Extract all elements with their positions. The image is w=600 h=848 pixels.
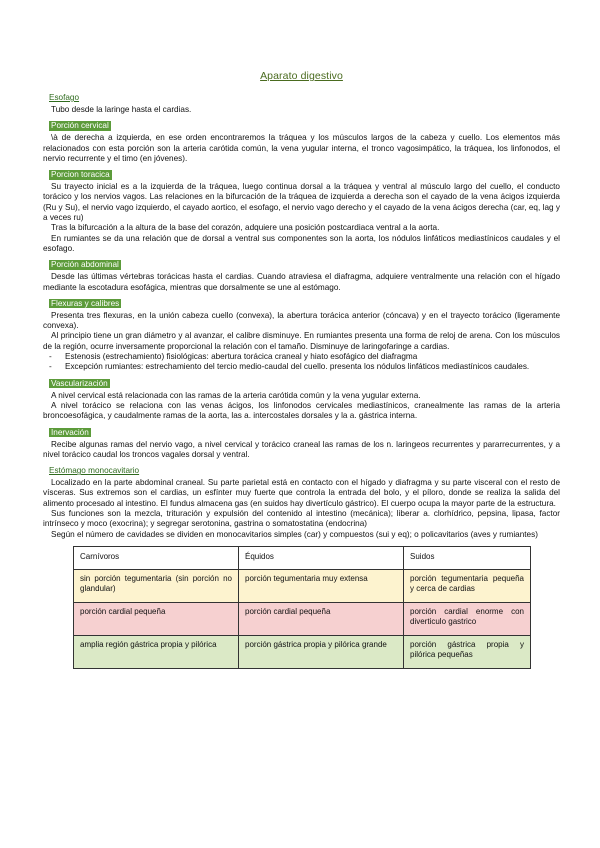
paragraph: Tubo desde la laringe hasta el cardias.	[51, 105, 192, 114]
bullet-dash: -	[49, 362, 52, 372]
paragraph: Su trayecto inicial es a la izquierda de la tráquea, luego continua dorsal a la tráquea y ventral al músculo largo del cuello, el conducto torácico y los nervios vagos. Las relaciones en la bifurcación de la tráquea de izquierda a derecha son el cayado de la vena ácigos izquierda (Ru y Su), el nervio vago izquierdo, el cayado aortico, el esofago, el nervio vago derecho y el cayado de la vena ácigos derecha (car, eq, lag y a veces ru)	[43, 182, 560, 223]
table-row	[74, 569, 531, 602]
heading-esofago: Esofago	[49, 93, 80, 102]
paragraph: Tras la bifurcación a la altura de la base del corazón, adquiere una posición postcardiaca ventral a la aorta.	[51, 223, 440, 233]
paragraph: Al principio tiene un gran diámetro y al avanzar, el calibre disminuye. En rumiantes presenta una forma de reloj de arena. Con los músculos de la región, ocurre inversamente proporcional la relación con el tamaño. Disminuye de laringofaringe a cardias.	[43, 331, 560, 351]
list-item-text: Estenosis (estrechamiento) fisiológicas: abertura torácica craneal y hiato esofágico del diafragma	[65, 352, 418, 362]
table-cell: porción gástrica propia y pilórica pequeñas	[404, 635, 531, 668]
table-row	[74, 602, 531, 635]
page-title: Aparato digestivo	[260, 70, 343, 82]
paragraph: A nivel cervical está relacionada con las ramas de la arteria carótida común y la vena yugular externa.	[51, 390, 421, 400]
table-cell: porción cardial pequeña	[239, 602, 404, 635]
heading-flexuras-calibres: Flexuras y calibres	[51, 298, 120, 308]
heading-vascularizacion: Vascularización	[51, 378, 108, 388]
comparison-table	[73, 546, 531, 669]
table-cell: porción tegumentaria muy extensa	[239, 569, 404, 602]
heading-inervacion: Inervación	[51, 427, 89, 437]
table-cell: porción tegumentaria pequeña y cerca de cardias	[404, 569, 531, 602]
paragraph: Recibe algunas ramas del nervio vago, a nivel cervical y torácico craneal las ramas de los n. laringeos recurrentes y pararrecurrentes, y a nivel torácico caudal los troncos vagales dorsal y ventral.	[43, 439, 560, 459]
heading-porcion-abdominal: Porción abdominal	[51, 260, 119, 270]
list-item	[43, 362, 560, 372]
table-cell: porción gástrica propia y pilórica grande	[239, 635, 404, 668]
paragraph: \à de derecha a izquierda, en ese orden encontraremos la tráquea y los músculos largos de la cabeza y cuello. Los elementos más relacionados con esta porción son la arteria carótida común, la vena yugular interna, el tronco vagosimpático, la tráquea, los linfonodos, el nervio recurrente y el timo (en jóvenes).	[43, 133, 560, 163]
paragraph: Según el número de cavidades se dividen en monocavitarios simples (car) y compuestos (sui y eq); o policavitarios (aves y rumiantes)	[51, 529, 538, 539]
heading-porcion-toracica: Porcion toracica	[51, 170, 110, 180]
list-item-text: Excepción rumiantes: estrechamiento del tercio medio-caudal del cuello. presenta los nódulos linfáticos mediastínicos caudales.	[65, 362, 530, 372]
table-cell: porción cardial pequeña	[74, 602, 239, 635]
table-header-cell: Carnívoros	[74, 546, 239, 569]
table-header-cell: Équidos	[239, 546, 404, 569]
heading-porcion-cervical: Porción cervical	[51, 121, 109, 131]
paragraph: En rumiantes se da una relación que de dorsal a ventral sus componentes son la aorta, los nódulos linfáticos mediastínicos caudales y el esofago.	[43, 233, 560, 253]
paragraph: A nivel torácico se relaciona con las venas ácigos, los linfonodos cervicales mediastínicos, cranealmente las ramas de la arteria broncoesofágica, y caudalmente ramas de la aorta, las a. intercostales dorsales y la a. gástrica interna.	[43, 400, 560, 421]
table-cell: sin porción tegumentaria (sin porción no glandular)	[74, 569, 239, 602]
table-row	[74, 635, 531, 668]
table-header-row	[74, 546, 531, 569]
table-header-cell: Suidos	[404, 546, 531, 569]
paragraph: Sus funciones son la mezcla, trituración y expulsión del contenido al intestino (mecánica); liberar a. clorhídrico, pepsina, lipasa, factor intrínseco y moco (exocrina); y segregar serotonina, gastrina o somatostatina (endocrina)	[43, 509, 560, 529]
table-cell: amplia región gástrica propia y pilórica	[74, 635, 239, 668]
list-item	[43, 352, 560, 362]
paragraph: Desde las últimas vértebras torácicas hasta el cardias. Cuando atraviesa el diafragma, adquiere ventralmente una relación con el hígado mediante la escotadura esofágica, mientras que dorsalmente se une al estómago.	[43, 272, 560, 292]
paragraph: Presenta tres flexuras, en la unión cabeza cuello (convexa), la abertura torácica anterior (cóncava) y en el trayecto torácico (ligeramente convexa).	[43, 310, 560, 331]
paragraph: Localizado en la parte abdominal craneal. Su parte parietal está en contacto con el hígado y diafragma y su parte visceral con el resto de vísceras. Sus extremos son el cardias, un esfínter muy fuerte que controla la entrada del bolo, y el píloro, donde se realiza la salida del alimento procesado al intestino. El fundus almacena gas (en suidos hay divertículo gástrico). El cuerpo ocupa la mayor parte de la estructura.	[43, 478, 560, 508]
bullet-dash: -	[49, 352, 52, 362]
table-cell: porción cardial enorme con diverticulo gastrico	[404, 602, 531, 635]
heading-estomago-monocavitario: Estómago monocavitario	[49, 466, 140, 476]
